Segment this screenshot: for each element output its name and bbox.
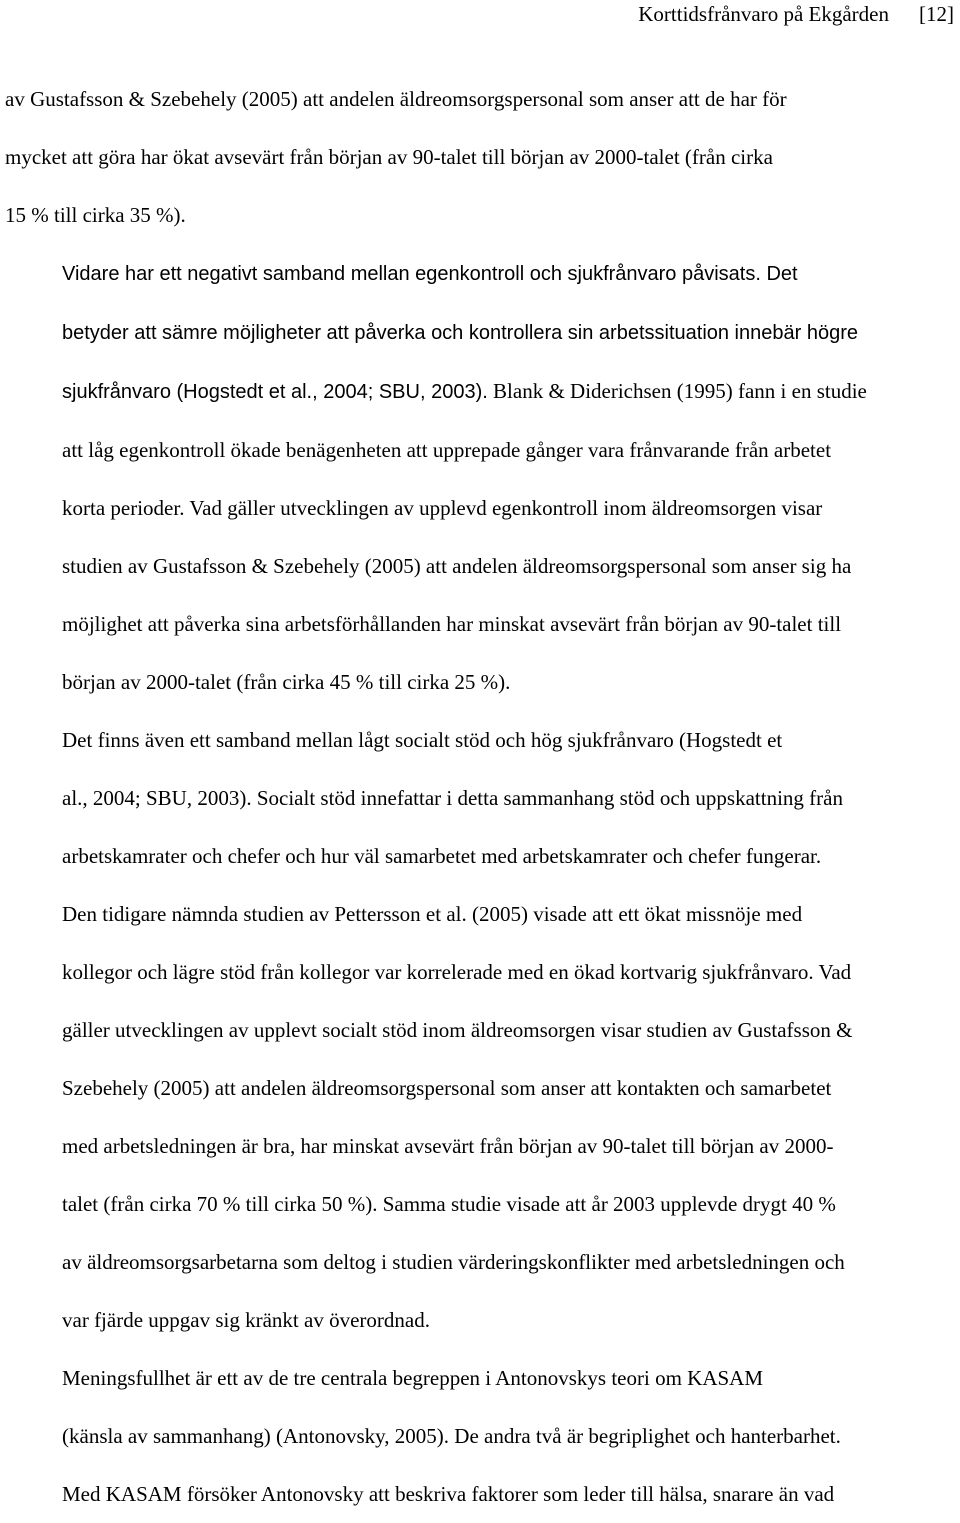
text-line xyxy=(5,244,957,303)
text-run: betyder att sämre möjligheter att påverka och kontrollera sin arbetssituation innebär högre xyxy=(62,322,858,344)
text-line xyxy=(5,1465,957,1523)
text-line xyxy=(5,653,957,711)
text-line xyxy=(5,303,957,362)
text-run: början av 2000-talet (från cirka 45 % till cirka 25 %). xyxy=(62,670,511,694)
text-line xyxy=(5,362,957,421)
running-header xyxy=(638,0,954,28)
text-line xyxy=(5,537,957,595)
text-run: arbetskamrater och chefer och hur väl samarbetet med arbetskamrater och chefer fungerar. xyxy=(62,844,822,868)
text-line xyxy=(5,827,957,885)
body-text xyxy=(5,70,957,1523)
text-run: att låg egenkontroll ökade benägenheten att upprepade gånger vara frånvarande från arbetet xyxy=(62,438,832,462)
text-line xyxy=(5,769,957,827)
text-run: Det finns även ett samband mellan lågt socialt stöd och hög sjukfrånvaro (Hogstedt et xyxy=(62,728,783,752)
text-run: mycket att göra har ökat avsevärt från början av 90-talet till början av 2000-talet (från cirka xyxy=(5,145,773,169)
paragraph xyxy=(5,244,957,711)
text-run: Socialt stöd innefattar i detta sammanhang stöd och uppskattning från xyxy=(251,786,843,810)
text-line xyxy=(5,1117,957,1175)
paragraph xyxy=(5,70,957,244)
text-line xyxy=(5,186,957,244)
text-line xyxy=(5,595,957,653)
text-run: Meningsfullhet är ett av de tre centrala begreppen i Antonovskys teori om KASAM xyxy=(62,1366,763,1390)
paragraph xyxy=(5,711,957,1349)
text-run: av Gustafsson & Szebehely (2005) att andelen äldreomsorgspersonal som anser att de har för xyxy=(5,87,787,111)
text-run: var fjärde uppgav sig kränkt av överordnad. xyxy=(62,1308,430,1332)
text-line xyxy=(5,1001,957,1059)
text-run: (känsla av sammanhang) (Antonovsky, 2005). De andra två är begriplighet och hanterbarhet. xyxy=(62,1424,841,1448)
text-run: studien av Gustafsson & Szebehely (2005) att andelen äldreomsorgspersonal som anser sig ha xyxy=(62,554,852,578)
text-run: Vad gäller utvecklingen av upplevd egenkontroll inom äldreomsorgen visar xyxy=(184,496,823,520)
text-run: Szebehely (2005) att andelen äldreomsorgspersonal som anser att kontakten och samarbetet xyxy=(62,1076,832,1100)
text-line xyxy=(5,1059,957,1117)
text-line xyxy=(5,885,957,943)
text-run: korta perioder. xyxy=(62,496,185,520)
text-line xyxy=(5,479,957,537)
paragraph xyxy=(5,1349,957,1523)
text-line xyxy=(5,1233,957,1291)
page-number: [12] xyxy=(919,2,954,26)
text-run: med arbetsledningen är bra, har minskat avsevärt från början av 90-talet till början av 2000- xyxy=(62,1134,834,1158)
text-run: Den tidigare nämnda studien av Pettersson et al. (2005) visade att ett ökat missnöje med xyxy=(62,902,803,926)
text-line xyxy=(5,421,957,479)
text-line xyxy=(5,128,957,186)
text-run: Med KASAM försöker Antonovsky att beskriva faktorer som leder till hälsa, snarare än vad xyxy=(62,1482,835,1506)
text-line xyxy=(5,1407,957,1465)
text-line xyxy=(5,943,957,1001)
text-line xyxy=(5,70,957,128)
text-line xyxy=(5,1349,957,1407)
text-line xyxy=(5,1291,957,1349)
text-run: Blank & Diderichsen (1995) fann i en studie xyxy=(487,379,867,403)
text-run: sjukfrånvaro (Hogstedt et al., 2004; SBU, 2003). xyxy=(62,381,488,403)
text-run: talet (från cirka 70 % till cirka 50 %). xyxy=(62,1192,378,1216)
text-run: av äldreomsorgsarbetarna som deltog i studien värderingskonflikter med arbetsledningen och xyxy=(62,1250,845,1274)
text-line xyxy=(5,711,957,769)
text-run: Vidare har ett negativt samband mellan egenkontroll och sjukfrånvaro påvisats. Det xyxy=(62,263,798,285)
text-line xyxy=(5,1175,957,1233)
text-run: Samma studie visade att år 2003 upplevde drygt 40 % xyxy=(377,1192,836,1216)
text-run: al., 2004; SBU, 2003). xyxy=(62,786,252,810)
text-run: kollegor och lägre stöd från kollegor var korrelerade med en ökad kortvarig sjukfrånvaro. Vad xyxy=(62,960,852,984)
text-run: gäller utvecklingen av upplevt socialt stöd inom äldreomsorgen visar studien av Gustafsson & xyxy=(62,1018,853,1042)
text-run: 15 % till cirka 35 %). xyxy=(5,203,186,227)
text-run: möjlighet att påverka sina arbetsförhållanden har minskat avsevärt från början av 90-talet till xyxy=(62,612,842,636)
running-title: Korttidsfrånvaro på Ekgården xyxy=(638,2,889,26)
